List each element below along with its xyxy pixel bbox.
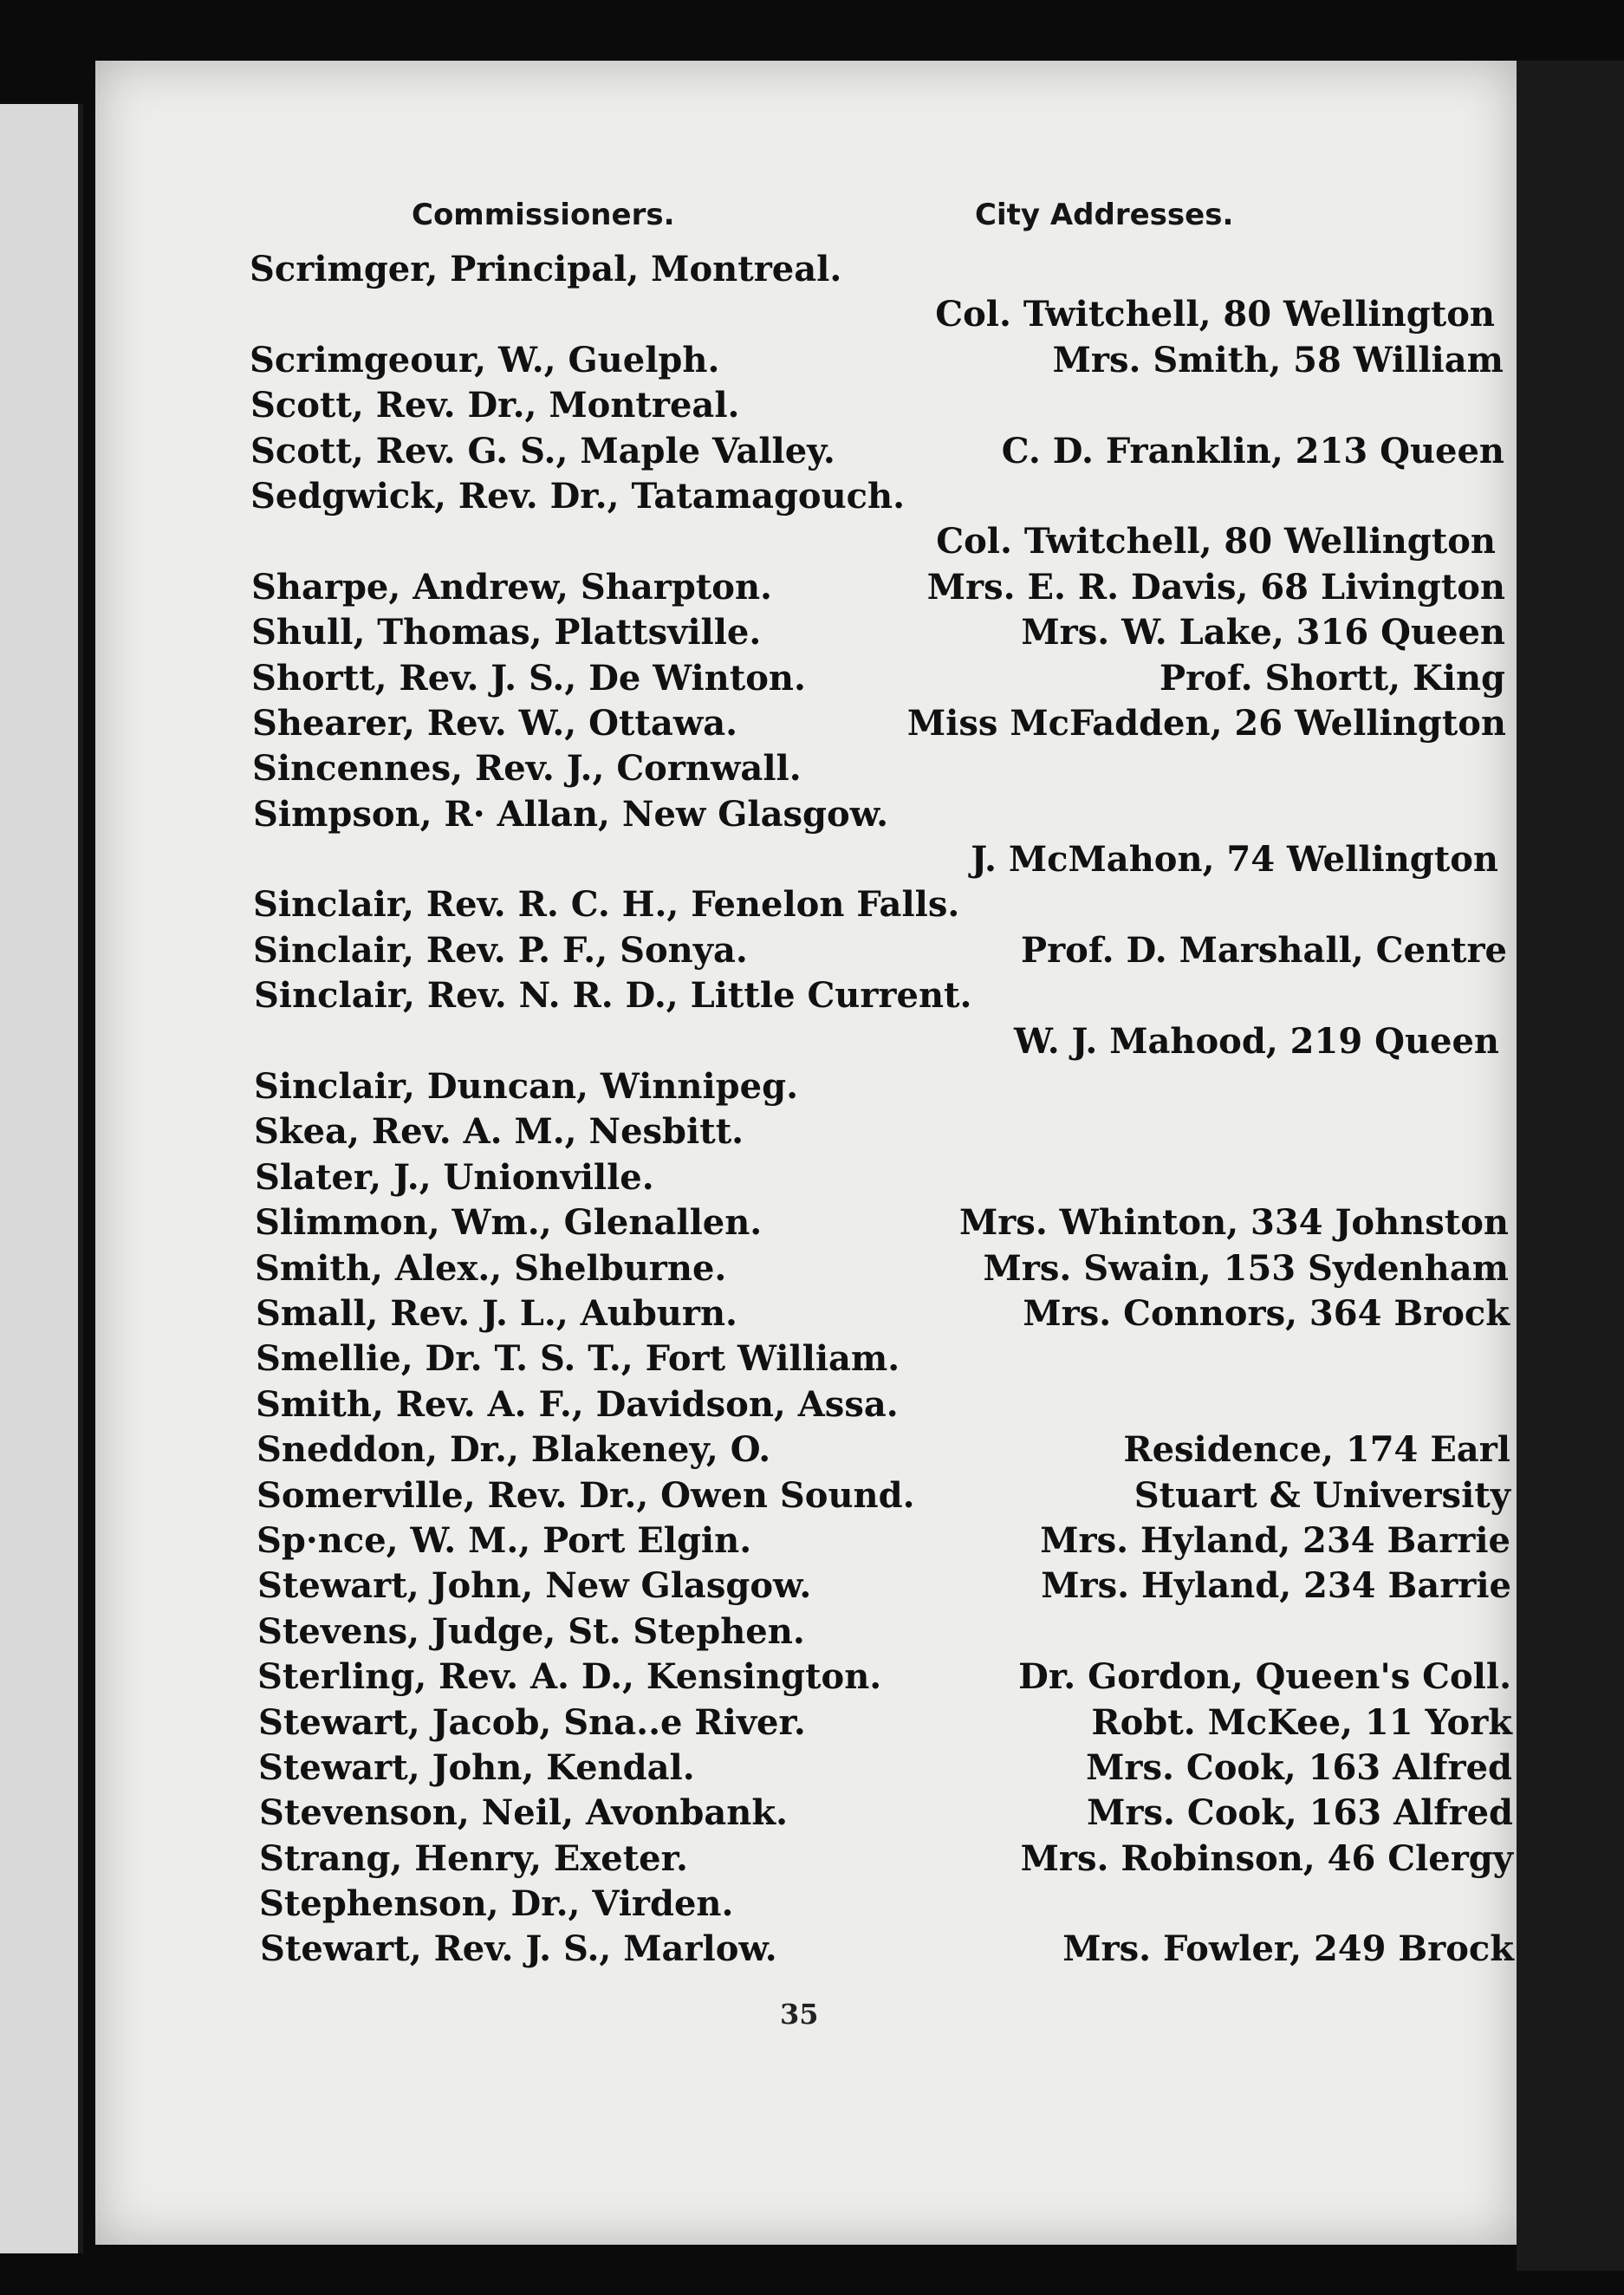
- commissioner-name: Somerville, Rev. Dr., Owen Sound.: [257, 1474, 915, 1516]
- commissioner-name: Sp·nce, W. M., Port Elgin.: [257, 1519, 752, 1561]
- city-address: Mrs. Cook, 163 Alfred: [1087, 1792, 1513, 1834]
- list-item: [95, 973, 1517, 1018]
- commissioner-name: Strang, Henry, Exeter.: [259, 1837, 688, 1879]
- commissioner-name: Smellie, Dr. T. S. T., Fort William.: [256, 1338, 900, 1380]
- city-address: Mrs. Hyland, 234 Barrie: [1040, 1519, 1510, 1561]
- city-address: Col. Twitchell, 80 Wellington: [936, 521, 1496, 562]
- commissioner-name: Stewart, John, Kendal.: [258, 1746, 695, 1788]
- list-item: [95, 1564, 1517, 1609]
- commissioner-name: Sinclair, Rev. P. F., Sonya.: [253, 929, 748, 971]
- commissioner-name: Simpson, R· Allan, New Glasgow.: [253, 793, 889, 835]
- city-address: Robt. McKee, 11 York: [1091, 1701, 1512, 1743]
- list-item: [95, 1791, 1517, 1836]
- commissioner-name: Sterling, Rev. A. D., Kensington.: [257, 1656, 882, 1698]
- list-item: [95, 1655, 1517, 1700]
- commissioner-name: Scott, Rev. G. S., Maple Valley.: [250, 430, 835, 471]
- page-gutter-right: [1517, 61, 1624, 2271]
- page-number: 35: [780, 1998, 819, 2031]
- city-address: Mrs. Hyland, 234 Barrie: [1041, 1565, 1511, 1607]
- entry-list: [95, 247, 1517, 1973]
- commissioner-name: Skea, Rev. A. M., Nesbitt.: [254, 1111, 744, 1153]
- commissioner-name: Sincennes, Rev. J., Cornwall.: [252, 748, 802, 790]
- list-item: [95, 1746, 1517, 1791]
- list-item-continuation: [95, 519, 1517, 564]
- commissioner-name: Shull, Thomas, Plattsville.: [251, 612, 762, 653]
- directory-page: [95, 61, 1517, 2245]
- commissioner-name: Slater, J., Unionville.: [255, 1156, 654, 1198]
- list-item: [95, 1882, 1517, 1927]
- list-item: [95, 1700, 1517, 1746]
- city-address: Mrs. Connors, 364 Brock: [1023, 1292, 1510, 1334]
- list-item: [95, 383, 1517, 428]
- commissioner-name: Stephenson, Dr., Virden.: [259, 1883, 734, 1925]
- commissioner-name: Sinclair, Rev. N. R. D., Little Current.: [254, 975, 972, 1017]
- list-item: [95, 1200, 1517, 1245]
- commissioner-name: Small, Rev. J. L., Auburn.: [256, 1292, 737, 1334]
- list-item: [95, 1109, 1517, 1154]
- list-item: [95, 338, 1517, 383]
- commissioner-name: Shearer, Rev. W., Ottawa.: [252, 702, 738, 744]
- list-item: [95, 429, 1517, 474]
- commissioner-name: Sinclair, Duncan, Winnipeg.: [254, 1066, 798, 1108]
- list-item: [95, 1473, 1517, 1518]
- commissioner-name: Smith, Rev. A. F., Davidson, Assa.: [256, 1383, 899, 1425]
- list-item: [95, 656, 1517, 701]
- commissioner-name: Scott, Rev. Dr., Montreal.: [250, 385, 740, 426]
- list-item: [95, 746, 1517, 791]
- list-item: [95, 701, 1517, 746]
- commissioner-name: Stewart, Rev. J. S., Marlow.: [260, 1928, 777, 1970]
- city-address: W. J. Mahood, 219 Queen: [1014, 1020, 1499, 1062]
- list-item-continuation: [95, 837, 1517, 882]
- commissioner-name: Stewart, John, New Glasgow.: [257, 1565, 812, 1607]
- list-item: [95, 928, 1517, 973]
- list-item: [95, 1291, 1517, 1336]
- city-address: Prof. D. Marshall, Centre: [1021, 929, 1507, 971]
- city-address: C. D. Franklin, 213 Queen: [1001, 430, 1504, 471]
- city-address: Prof. Shortt, King: [1159, 657, 1505, 699]
- list-item: [95, 882, 1517, 927]
- commissioner-name: Stewart, Jacob, Sna..e River.: [258, 1701, 806, 1743]
- city-address: Residence, 174 Earl: [1123, 1429, 1510, 1471]
- commissioner-name: Stevenson, Neil, Avonbank.: [259, 1792, 788, 1834]
- list-item: [95, 1246, 1517, 1291]
- commissioner-name: Sedgwick, Rev. Dr., Tatamagouch.: [250, 475, 906, 517]
- city-address: Mrs. E. R. Davis, 68 Livington: [926, 566, 1505, 608]
- list-item: [95, 610, 1517, 655]
- city-address: Mrs. Swain, 153 Sydenham: [983, 1247, 1509, 1289]
- list-item: [95, 1609, 1517, 1655]
- commissioner-name: Stevens, Judge, St. Stephen.: [257, 1610, 805, 1652]
- list-item-continuation: [95, 1019, 1517, 1064]
- list-item: [95, 1927, 1517, 1972]
- list-item: [95, 474, 1517, 519]
- city-address: Mrs. W. Lake, 316 Queen: [1021, 612, 1505, 653]
- header-commissioners: Commissioners.: [412, 198, 675, 232]
- city-address: Mrs. Cook, 163 Alfred: [1086, 1746, 1512, 1788]
- list-item: [95, 1837, 1517, 1882]
- list-item-continuation: [95, 292, 1517, 337]
- city-address: J. McMahon, 74 Wellington: [971, 839, 1498, 881]
- commissioner-name: Sharpe, Andrew, Sharpton.: [251, 566, 772, 608]
- commissioner-name: Sinclair, Rev. R. C. H., Fenelon Falls.: [253, 884, 960, 926]
- commissioner-name: Shortt, Rev. J. S., De Winton.: [251, 657, 806, 699]
- list-item: [95, 1518, 1517, 1564]
- commissioner-name: Scrimger, Principal, Montreal.: [250, 249, 842, 289]
- list-item: [95, 1064, 1517, 1109]
- list-item: [95, 1336, 1517, 1382]
- city-address: Mrs. Smith, 58 William: [1052, 339, 1504, 380]
- commissioner-name: Slimmon, Wm., Glenallen.: [255, 1202, 763, 1244]
- list-item: [95, 1155, 1517, 1200]
- header-city-addresses: City Addresses.: [975, 198, 1234, 232]
- list-item: [95, 1427, 1517, 1473]
- city-address: Mrs. Fowler, 249 Brock: [1062, 1928, 1514, 1970]
- commissioner-name: Sneddon, Dr., Blakeney, O.: [257, 1429, 771, 1471]
- list-item: [95, 1382, 1517, 1427]
- list-item: [95, 247, 1517, 292]
- city-address: Miss McFadden, 26 Wellington: [906, 702, 1506, 744]
- facing-page-edge: [0, 104, 83, 2253]
- city-address: Col. Twitchell, 80 Wellington: [935, 294, 1495, 335]
- city-address: Mrs. Whinton, 334 Johnston: [958, 1202, 1509, 1244]
- city-address: Dr. Gordon, Queen's Coll.: [1018, 1656, 1511, 1698]
- column-headers: [95, 198, 1517, 250]
- city-address: Stuart & University: [1134, 1474, 1510, 1516]
- list-item: [95, 792, 1517, 837]
- city-address: Mrs. Robinson, 46 Clergy: [1020, 1837, 1513, 1879]
- commissioner-name: Smith, Alex., Shelburne.: [255, 1247, 727, 1289]
- commissioner-name: Scrimgeour, W., Guelph.: [250, 339, 720, 380]
- list-item: [95, 565, 1517, 610]
